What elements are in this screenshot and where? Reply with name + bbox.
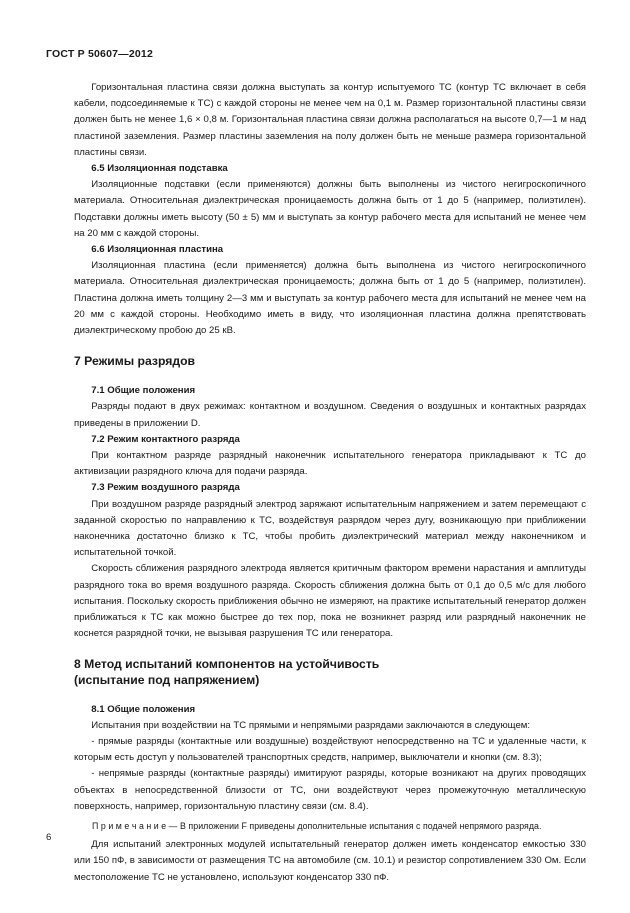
note: П р и м е ч а н и е — В приложении F приведены дополнительные испытания с подачей непрямого разряда.: [92, 820, 542, 831]
page-body: [74, 80, 586, 886]
list-item-direct-discharges: - прямые разряды (контактные или воздушные) воздействуют непосредственно на ТС и удаленные части, к которым есть доступ у пользователей транспортных средств, например, выключатели и кнопки (см. 8.3);: [74, 735, 586, 764]
section-8-title: [74, 656, 586, 688]
paragraph-tests-intro: Испытания при воздействии на ТС прямыми и непрямыми разрядами заключаются в следующем:: [91, 719, 531, 731]
subsection-6-5-title: 6.5 Изоляционная подставка: [91, 163, 228, 175]
subsection-7-2-title: 7.2 Режим контактного разряда: [91, 433, 240, 445]
section-8-title-line-1: 8 Метод испытаний компонентов на устойчивость: [74, 656, 380, 671]
paragraph-discharge-modes: Разряды подают в двух режимах: контактном и воздушном. Сведения о воздушных и контактных разрядах приведены в приложении D.: [74, 401, 586, 429]
section-8-title-line-2: (испытание под напряжением): [74, 672, 260, 687]
paragraph-electronic-modules: Для испытаний электронных модулей испытательный генератор должен иметь конденсатор емкостью 330 или 150 пФ, в зависимости от размещения ТС на автомобиле (см. 10.1) и резистор сопротивлением 330 Ом. Если местоположение ТС не установлено, используют конденсатор 330 пФ.: [74, 839, 586, 883]
subsection-8-1-title: 8.1 Общие положения: [91, 703, 196, 715]
page-number: 6: [46, 832, 52, 843]
paragraph-insulating-plate: Изоляционная пластина (если применяется) должна быть выполнена из чистого негигроскопичного материала. Относительная диэлектрическая проницаемость; должна быть от 1 до 5 (например, полиэтилен). Пластина должна иметь толщину 2—3 мм и выступать за контур рабочего места для испытаний не менее чем на 20 мм с каждой стороны. Необходимо иметь в виду, что изоляционная пластина должна препятствовать диэлектрическому пробою до 25 кВ.: [74, 260, 586, 337]
subsection-6-6-title: 6.6 Изоляционная пластина: [91, 244, 224, 256]
paragraph-insulating-support: Изоляционные подставки (если применяются) должны быть выполнены из чистого негигроскопичного материала. Относительная диэлектрическая проницаемость должна быть от 1 до 5 (например, полиэтилен). Подставки должны иметь высоту (50 ± 5) мм и выступать за контур рабочего места для испытаний не менее чем на 20 мм с каждой стороны.: [74, 179, 586, 239]
subsection-7-1-title: 7.1 Общие положения: [91, 385, 196, 397]
paragraph-contact-discharge: При контактном разряде разрядный наконечник испытательного генератора прикладывают к ТС до активизации разрядного ключа для подачи разряда.: [74, 450, 586, 478]
paragraph-coupling-plane: Горизонтальная пластина связи должна выступать за контур испытуемого ТС (контур ТС включает в себя кабели, подсоединяемые к ТС) с каждой стороны не менее чем на 0,1 м. Размер горизонтальной пластины связи должен быть не менее 1,6 × 0,8 м. Горизонтальная пластина связи должна располагаться на высоте 0,7—1 м над пластиной заземления. Размер пластины заземления на полу должен быть не меньше размера горизонтальной пластины связи.: [74, 82, 586, 158]
list-item-indirect-discharges: - непрямые разряды (контактные разряды) имитируют разряды, которые возникают на других проводящих объектах в непосредственной близости от ТС, они воздействуют через промежуточную металлическую поверхность, например, горизонтальную пластину связи (см. 8.4).: [74, 768, 586, 812]
paragraph-approach-speed: Скорость сближения разрядного электрода является критичным фактором времени нарастания и амплитуды разрядного тока во время воздушного разряда. Скорость сближения должна быть от 0,1 до 0,5 м/с для любого испытания. Поскольку скорость приближения обычно не измеряют, на практике испытательный генератор должен приближаться к ТС как можно быстрее до тех пор, пока не возникнет разряд или разрядный наконечник не коснется разрядной точки, не вызывая разрушения ТС или генератора.: [74, 563, 586, 640]
section-7-title: 7 Режимы разрядов: [74, 354, 196, 369]
running-header: ГОСТ Р 50607—2012: [46, 48, 154, 60]
subsection-7-3-title: 7.3 Режим воздушного разряда: [91, 482, 240, 494]
paragraph-air-discharge: При воздушном разряде разрядный электрод заряжают испытательным напряжением и затем перемещают с заданной скоростью по направлению к ТС, воздействуя разрядом через дугу, возникающую при приближении наконечника достаточно близко к ТС, чтобы пробить диэлектрический материал между наконечником и испытательной точкой.: [74, 498, 586, 559]
